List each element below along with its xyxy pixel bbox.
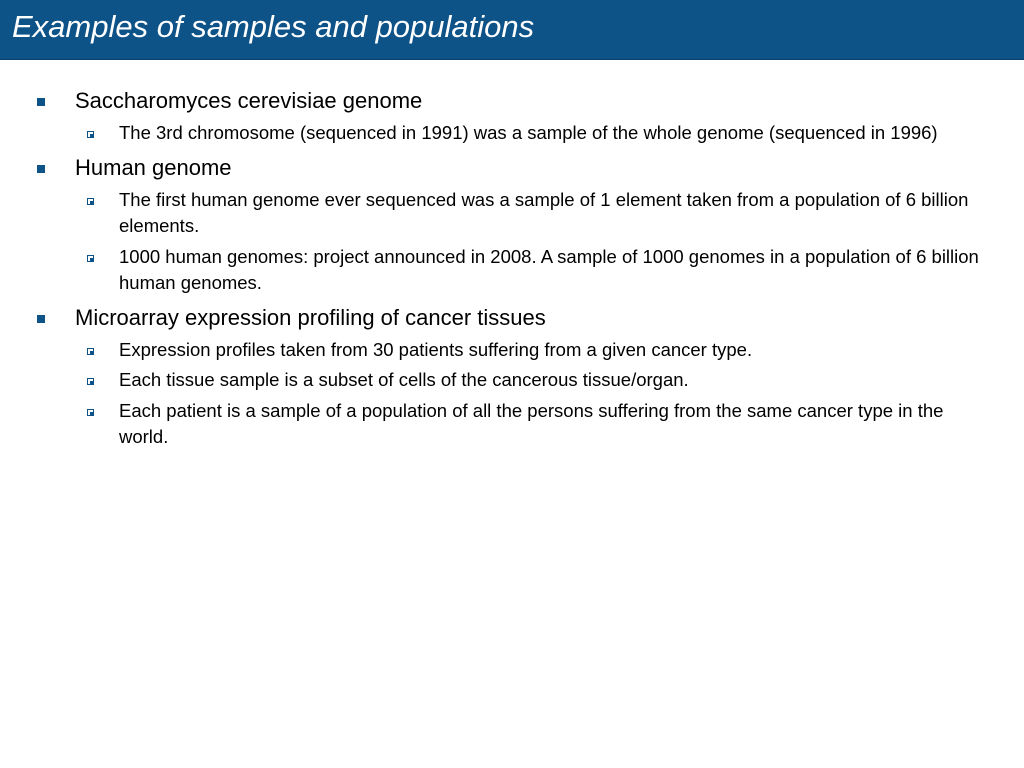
topic-heading-row: [0, 303, 1024, 333]
box-bullet-icon: [87, 198, 94, 205]
square-bullet-icon: [37, 165, 45, 173]
sub-point-text: Each patient is a sample of a population of all the persons suffering from the same cancer type in the world.: [119, 399, 944, 447]
box-bullet-icon: [87, 131, 94, 138]
topic-human-genome: [0, 153, 1024, 297]
topic-heading: Saccharomyces cerevisiae genome: [75, 88, 423, 113]
sub-point: [0, 398, 1024, 451]
square-bullet-icon: [37, 315, 45, 323]
sub-point-text: 1000 human genomes: project announced in 2008. A sample of 1000 genomes in a population of 6 billion human genomes.: [119, 245, 979, 293]
sub-point: [0, 337, 1024, 364]
topic-saccharomyces: [0, 86, 1024, 147]
topic-heading: Microarray expression profiling of cancer tissues: [75, 304, 546, 330]
sub-point-text: Expression profiles taken from 30 patients suffering from a given cancer type.: [119, 338, 753, 360]
box-bullet-icon: [87, 409, 94, 416]
topic-heading-row: [0, 153, 1024, 183]
square-bullet-icon: [37, 98, 45, 106]
box-bullet-icon: [87, 255, 94, 262]
sub-point-text: The 3rd chromosome (sequenced in 1991) was a sample of the whole genome (sequenced in 1996): [119, 122, 938, 143]
sub-point: [0, 120, 1024, 147]
sub-point: [0, 367, 1024, 394]
sub-point: [0, 244, 1024, 297]
box-bullet-icon: [87, 348, 94, 355]
topic-heading-row: [0, 86, 1024, 116]
title-bar: [0, 0, 1024, 60]
slide-content: [0, 86, 1024, 451]
sub-point: [0, 187, 1024, 240]
sub-point-text: Each tissue sample is a subset of cells of the cancerous tissue/organ.: [119, 369, 689, 390]
slide-title: Examples of samples and populations: [12, 9, 535, 44]
sub-point-text: The first human genome ever sequenced was a sample of 1 element taken from a population of 6 billion elements.: [119, 188, 969, 236]
box-bullet-icon: [87, 378, 94, 385]
topic-heading: Human genome: [75, 154, 232, 180]
topic-microarray: [0, 303, 1024, 451]
